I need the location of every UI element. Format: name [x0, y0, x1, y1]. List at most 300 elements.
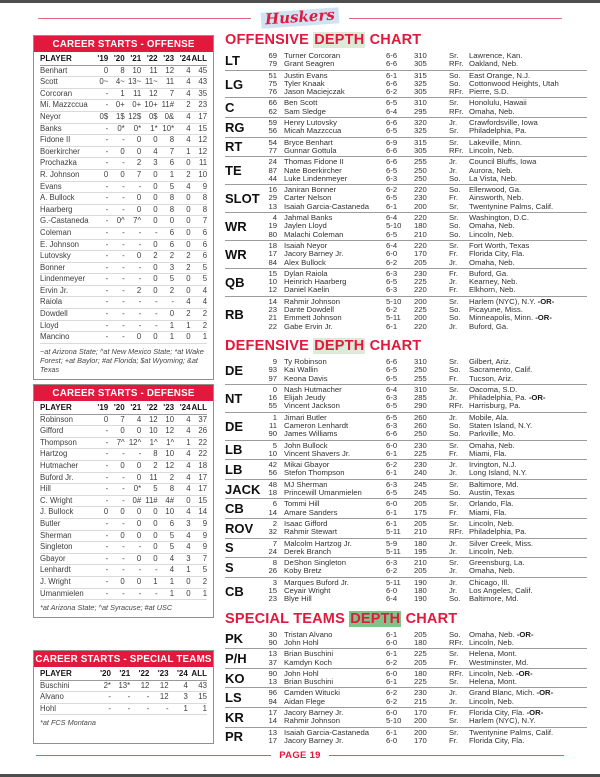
stat-cell: 0 [120, 507, 125, 517]
player-class: Fr. [449, 708, 458, 717]
stat-cell: 10 [132, 65, 142, 75]
player-row [261, 639, 587, 647]
stat-cell: 7 [169, 88, 175, 98]
player-class: Sr. [449, 727, 459, 737]
player-name-cell: Haarberg [40, 204, 73, 214]
player-weight: 205 [414, 499, 427, 509]
stat-cell: - [105, 472, 109, 482]
player-row [261, 595, 587, 603]
stat-cell: - [146, 692, 150, 702]
career-table [34, 667, 213, 715]
player-class: Jr. [449, 577, 458, 587]
table-row [40, 263, 207, 275]
jersey-number: 29 [268, 193, 277, 203]
position-players [261, 500, 587, 517]
stat-cell: 4 [186, 507, 191, 517]
title-text: CHART [401, 610, 458, 627]
title-text: CHART [365, 32, 422, 48]
player-height: 6-1 [386, 468, 398, 478]
stat-cell: 2 [186, 251, 191, 261]
career-starts-table [33, 650, 214, 744]
jersey-number: 4 [272, 213, 277, 223]
stat-cell: 9 [202, 542, 208, 552]
player-class: Sr. [449, 296, 459, 306]
stat-cell: 0 [120, 530, 125, 540]
stat-cell: 1 [186, 146, 191, 156]
player-class: So. [449, 78, 461, 88]
table-row [40, 205, 207, 217]
jersey-number: 42 [268, 460, 277, 470]
player-class: Jr. [449, 688, 458, 698]
player-hometown: Miami, Fla. [469, 448, 507, 458]
player-name-cell: Lutovsky [40, 251, 71, 261]
table-row [40, 681, 207, 693]
position-label: WR [225, 218, 247, 234]
stat-cell: 0 [186, 158, 191, 168]
position-players [261, 186, 587, 211]
stat-cell: 5 [202, 565, 208, 575]
column-header: PLAYER [40, 669, 72, 678]
player-weight: 305 [414, 87, 427, 97]
position-players [261, 579, 587, 604]
jersey-number: 24 [268, 157, 277, 167]
career-starts-column [33, 0, 214, 777]
stat-cell: 0^ [116, 216, 125, 226]
player-name: Stefon Thompson [284, 468, 345, 478]
player-hometown: Westminster, Md. [469, 657, 529, 667]
career-starts-table [33, 35, 214, 380]
stat-cell: 6 [169, 239, 175, 249]
stat-cell: - [146, 703, 150, 713]
jersey-number: 23 [268, 305, 277, 315]
stat-cell: 2 [202, 309, 208, 319]
player-height: 6-1 [386, 518, 398, 528]
player-row [261, 88, 587, 96]
position-players [261, 689, 587, 706]
player-name: Dante Dowdell [284, 305, 334, 315]
stat-cell: 0 [186, 216, 191, 226]
player-name: Amare Sanders [284, 507, 338, 517]
player-name: Gabe Ervin Jr. [284, 321, 333, 331]
player-name-cell: Alvano [40, 692, 64, 702]
table-row [40, 286, 207, 298]
table-row [40, 251, 207, 263]
position-label: QB [225, 274, 245, 290]
position-label: RT [225, 139, 243, 155]
jersey-number: 76 [268, 87, 277, 97]
stat-cell: - [138, 542, 142, 552]
stat-cell: 7 [202, 553, 208, 563]
player-name: Mikai Gbayor [284, 460, 330, 470]
jersey-number: 87 [268, 165, 277, 175]
position-players [261, 442, 587, 459]
stat-cell: - [105, 297, 109, 307]
player-name-cell: Hohl [40, 703, 57, 713]
player-hometown: Ellenwood, Ga. [469, 185, 522, 195]
table-row [40, 182, 207, 194]
stat-cell: 0 [136, 135, 142, 145]
or-tag: -OR- [514, 629, 534, 639]
table-row [40, 692, 207, 704]
player-name: Brian Buschini [284, 649, 334, 659]
table-row [40, 240, 207, 252]
player-height: 6-6 [386, 145, 398, 155]
jersey-number: 37 [268, 657, 277, 667]
player-weight: 325 [414, 126, 427, 136]
player-name: Isaiah Garcia-Castaneda [284, 727, 370, 737]
position-players [261, 139, 587, 156]
player-hometown: Chicago, Ill. [469, 577, 510, 587]
player-class: Sr. [449, 240, 459, 250]
player-hometown: Kearney, Neb. [469, 277, 518, 287]
jersey-number: 94 [268, 696, 277, 706]
stat-cell: 1 [169, 320, 175, 330]
table-row [40, 554, 207, 566]
player-name: Rahmir Johnson [284, 296, 340, 306]
stat-cell: - [122, 565, 125, 575]
player-height: 6-3 [386, 268, 398, 278]
player-hometown: Lincoln, Neb. [469, 696, 514, 706]
player-hometown: Lakeville, Minn. [469, 137, 522, 147]
player-name: Henry Lutovsky [284, 118, 337, 128]
stat-cell: 0 [153, 530, 158, 540]
stat-cell: 1 [153, 576, 158, 586]
player-name-cell: Butler [40, 518, 61, 528]
player-height: 6-1 [386, 70, 398, 80]
player-height: 6-1 [386, 321, 398, 331]
player-name-cell: Thompson [40, 437, 77, 447]
player-weight: 305 [414, 145, 427, 155]
stat-cell: 8 [202, 193, 208, 203]
player-class: So. [449, 429, 461, 439]
search-highlight: DEPTH [314, 32, 365, 48]
player-name: Malcolm Hartzog Jr. [284, 538, 352, 548]
player-class: Sr. [449, 499, 459, 509]
stat-cell: 0 [136, 460, 142, 470]
player-weight: 245 [414, 488, 427, 498]
player-class: Fr. [449, 448, 458, 458]
stat-cell: - [105, 426, 109, 436]
stat-cell: 2 [202, 576, 208, 586]
player-hometown: Lincoln, Neb. [469, 518, 514, 528]
jersey-number: 13 [268, 727, 277, 737]
stat-cell: 0~ [99, 77, 109, 87]
jersey-number: 22 [268, 321, 277, 331]
position-players [261, 481, 587, 498]
column-header: '21 [130, 54, 142, 63]
player-weight: 225 [414, 677, 427, 687]
player-row [261, 127, 587, 135]
player-height: 6-6 [386, 429, 398, 439]
player-name: John Hohl [284, 668, 319, 678]
player-hometown: Long Island, N.Y. [469, 468, 527, 478]
stat-cell: - [105, 239, 109, 249]
jersey-number: 1 [272, 412, 277, 422]
player-class: So. [449, 594, 461, 604]
stat-cell: 10* [162, 123, 175, 133]
player-hometown: Harlem (NYC), N.Y. [469, 716, 536, 726]
position-label: LT [225, 52, 240, 68]
player-weight: 240 [414, 468, 427, 478]
stat-cell: 7^ [116, 437, 125, 447]
player-name: Carter Nelson [284, 193, 332, 203]
player-weight: 250 [414, 429, 427, 439]
position-group [225, 213, 587, 241]
stat-cell: - [122, 297, 125, 307]
player-height: 6-5 [386, 365, 398, 375]
table-row [40, 100, 207, 112]
stat-cell: - [138, 262, 142, 272]
position-group [225, 480, 587, 500]
player-weight: 220 [414, 213, 427, 223]
stat-cell: - [122, 274, 125, 284]
position-label: SLOT [225, 191, 260, 207]
stat-cell: 17 [198, 472, 208, 482]
table-row [40, 309, 207, 321]
jersey-number: 56 [268, 468, 277, 478]
stat-cell: 12^ [128, 437, 142, 447]
player-weight: 170 [414, 708, 427, 717]
table-row [40, 216, 207, 228]
stat-cell: - [105, 193, 109, 203]
table-row [40, 297, 207, 309]
player-hometown: Omaha, Neb. [469, 221, 515, 231]
stat-cell: 4 [186, 77, 191, 87]
stat-cell: 1 [202, 703, 207, 713]
position-group [225, 630, 587, 650]
jersey-number: 75 [268, 78, 277, 88]
table-row [40, 193, 207, 205]
stat-cell: - [122, 309, 125, 319]
career-table [34, 52, 213, 344]
player-hometown: Minneapolis, Minn. -OR- [469, 313, 552, 323]
stat-cell: - [105, 100, 109, 110]
player-row [261, 323, 587, 331]
player-name: Jason Maciejczak [284, 87, 345, 97]
stat-cell: 0 [153, 216, 158, 226]
jersey-number: 26 [268, 566, 277, 576]
table-row [40, 124, 207, 136]
depth-chart-section [225, 32, 587, 332]
player-hometown: Baltimore, Md. [469, 594, 519, 604]
table-row [40, 228, 207, 240]
position-label: S [225, 559, 234, 575]
player-row [261, 548, 587, 556]
player-class: So. [449, 365, 461, 375]
player-hometown: Austin, Texas [469, 488, 515, 498]
position-group [225, 138, 587, 158]
stat-cell: 11 [166, 77, 175, 87]
player-hometown: Florida City, Fla. -OR- [469, 708, 544, 717]
table-row [40, 147, 207, 159]
table-header-row [40, 403, 207, 415]
stat-cell: 0 [153, 285, 158, 295]
stat-cell: - [105, 437, 109, 447]
stat-cell: 4 [202, 297, 208, 307]
stat-cell: - [127, 703, 131, 713]
player-name: Ben Scott [284, 98, 318, 108]
stat-cell: 4# [165, 495, 175, 505]
player-name: Luke Lindenmeyer [284, 173, 348, 183]
player-name-cell: Lindenmeyer [40, 274, 86, 284]
stat-cell: 0 [153, 518, 158, 528]
stat-cell: - [138, 565, 142, 575]
stat-cell: 23 [198, 100, 208, 110]
player-hometown: Lincoln, Neb. [469, 229, 514, 239]
player-class: So. [449, 185, 461, 195]
stat-cell: 4 [186, 88, 191, 98]
player-weight: 225 [414, 448, 427, 458]
player-row [261, 175, 587, 183]
player-height: 6-4 [386, 384, 398, 394]
player-hometown: Twentynine Palms, Calif. [469, 727, 554, 737]
player-name: Jacory Barney Jr. [284, 249, 344, 259]
player-height: 6-0 [386, 708, 398, 717]
player-row [261, 60, 587, 68]
jersey-number: 11 [269, 420, 277, 430]
player-name-cell: Gifford [40, 426, 64, 436]
jersey-number: 24 [268, 546, 277, 556]
table-row [40, 507, 207, 519]
player-row [261, 402, 587, 410]
table-footnote: ~at Arizona State; ^at New Mexico State; *at Wake Forest; +at Baylor; #at Florida; $at Wyoming; &at Texas [40, 346, 204, 374]
player-weight: 205 [414, 257, 427, 267]
player-weight: 260 [414, 412, 427, 422]
player-name-cell: Mi. Mazzccua [40, 100, 88, 110]
player-class: Sr. [449, 201, 459, 211]
stat-cell: - [138, 181, 142, 191]
player-weight: 190 [414, 577, 427, 587]
player-weight: 210 [414, 558, 427, 568]
column-header: ALL [191, 54, 208, 63]
column-header: '20 [113, 403, 125, 412]
position-group [225, 71, 587, 99]
player-height: 6-2 [386, 688, 398, 698]
player-hometown: Harlem (NYC), N.Y. -OR- [469, 296, 555, 306]
column-header: ALL [191, 669, 207, 678]
player-weight: 180 [414, 668, 427, 678]
player-class: Sr. [449, 51, 459, 60]
stat-cell: - [105, 553, 109, 563]
stat-cell: 6 [169, 227, 175, 237]
player-height: 5-11 [386, 577, 401, 587]
player-name: Ty Robinson [284, 356, 327, 366]
player-name-cell: Gbayor [40, 553, 66, 563]
stat-cell: 8 [120, 65, 125, 75]
stat-cell: 2* [103, 680, 111, 690]
stat-cell: - [105, 309, 109, 319]
position-players [261, 119, 587, 136]
stat-cell: 0 [186, 204, 191, 214]
table-row [40, 589, 207, 601]
jersey-number: 55 [268, 401, 277, 411]
player-class: Sr. [449, 356, 459, 366]
player-name-cell: Neyor [40, 111, 61, 121]
player-name: Rahmir Stewart [284, 527, 337, 537]
jersey-number: 12 [268, 285, 277, 295]
player-hometown: Miami, Fla. [469, 507, 507, 517]
player-class: Fr. [449, 268, 458, 278]
player-hometown: Staten Island, N.Y. [469, 420, 533, 430]
stat-cell: 0 [186, 193, 191, 203]
player-name-cell: Dowdell [40, 309, 68, 319]
position-label: S [225, 540, 234, 556]
stat-cell: 3 [186, 553, 191, 563]
player-hometown: Philadelphia, Pa. -OR- [469, 393, 546, 403]
stat-cell: 11# [161, 100, 175, 110]
player-row [261, 375, 587, 383]
player-class: Jr. [449, 157, 458, 167]
player-height: 6-5 [386, 373, 398, 383]
player-name: Dylan Raiola [284, 268, 328, 278]
position-label: CB [225, 583, 244, 599]
player-height: 5-11 [386, 313, 401, 323]
player-name: Tommi Hill [284, 499, 320, 509]
stat-cell: 12 [165, 65, 175, 75]
stat-cell: 4 [186, 484, 191, 494]
column-header: '22 [146, 54, 158, 63]
player-height: 6-2 [386, 257, 398, 267]
stat-cell: 1 [202, 588, 208, 598]
player-class: Sr. [449, 716, 459, 726]
player-row [261, 450, 587, 458]
player-class: So. [449, 488, 461, 498]
stat-cell: - [105, 88, 109, 98]
stat-cell: - [105, 588, 109, 598]
stat-cell: 12 [165, 460, 175, 470]
stat-cell: 1 [186, 565, 191, 575]
player-weight: 180 [414, 221, 427, 231]
column-header: '20 [100, 669, 111, 678]
player-name: Jaylen Lloyd [284, 221, 327, 231]
stat-cell: - [138, 274, 142, 284]
stat-cell: 0$ [99, 111, 109, 121]
player-hometown: East Orange, N.J. [469, 70, 531, 80]
player-name-cell: Hartzog [40, 449, 68, 459]
player-class: RFr. [449, 145, 464, 155]
player-name-cell: Corcoran [40, 88, 73, 98]
player-class: So. [449, 221, 461, 231]
jersey-number: 7 [272, 538, 277, 548]
player-weight: 230 [414, 193, 427, 203]
player-name-cell: Hutmacher [40, 460, 79, 470]
player-hometown: Florida City, Fla. [469, 249, 525, 259]
player-height: 6-0 [386, 499, 398, 509]
stat-cell: 10+ [144, 100, 158, 110]
position-label: LB [225, 442, 243, 458]
stat-cell: - [105, 449, 109, 459]
position-group [225, 499, 587, 519]
jersey-number: 14 [268, 716, 277, 726]
column-header: '23 [163, 54, 175, 63]
player-class: So. [449, 305, 461, 315]
stat-cell: 3 [183, 692, 188, 702]
player-weight: 180 [414, 538, 427, 548]
position-group [225, 157, 587, 185]
player-name: Keona Davis [284, 373, 328, 383]
player-height: 6-1 [386, 201, 398, 211]
stat-cell: 12 [198, 135, 208, 145]
player-height: 6-4 [386, 240, 398, 250]
column-header: '21 [119, 669, 131, 678]
player-height: 6-0 [386, 637, 398, 647]
player-weight: 180 [414, 586, 427, 596]
stat-cell: - [105, 518, 109, 528]
player-height: 5-11 [386, 527, 401, 537]
player-name: Blye Hill [284, 594, 312, 604]
jersey-number: 13 [268, 201, 277, 211]
player-hometown: Fort Worth, Texas [469, 240, 530, 250]
